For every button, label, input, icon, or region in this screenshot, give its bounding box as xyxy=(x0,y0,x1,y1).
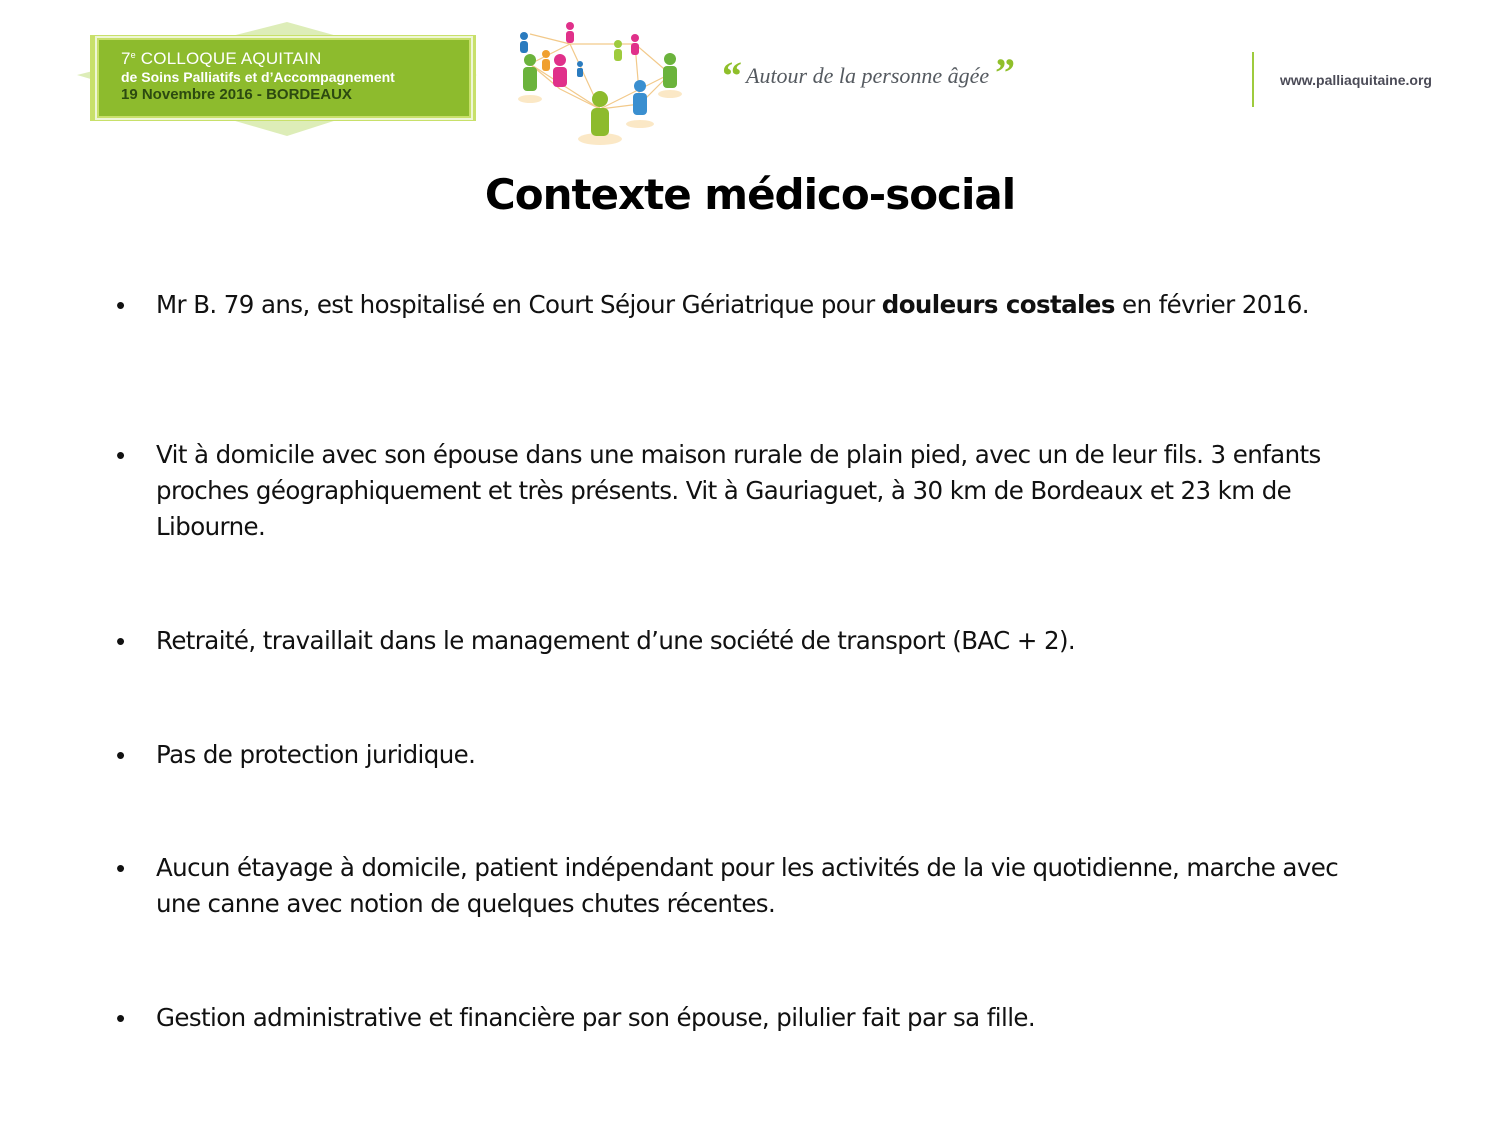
website-link[interactable]: www.palliaquitaine.org xyxy=(1280,72,1432,88)
bullet-text: Retraité, travaillait dans le management d’une société de transport (BAC + 2). xyxy=(156,626,1076,655)
logo-text xyxy=(121,50,471,102)
tagline-text: Autour de la personne âgée xyxy=(746,63,990,88)
bullet-icon: • xyxy=(116,740,126,770)
tagline xyxy=(722,50,1016,98)
logo-title: 7e COLLOQUE AQUITAIN xyxy=(121,49,322,68)
logo-date: 19 Novembre 2016 - BORDEAUX xyxy=(121,86,352,103)
people-network-illustration xyxy=(510,14,710,154)
open-quote-icon: “ xyxy=(722,53,742,98)
bullet-icon: • xyxy=(116,290,126,320)
logo-subtitle: de Soins Palliatifs et d’Accompagnement xyxy=(121,69,395,85)
bullet-text: Aucun étayage à domicile, patient indépendant pour les activités de la vie quotidienne, marche avec une canne avec notion de quelques chutes récentes. xyxy=(156,853,1339,918)
bullet-text: Gestion administrative et financière par son épouse, pilulier fait par sa fille. xyxy=(156,1003,1036,1032)
bullet-text: Vit à domicile avec son épouse dans une maison rurale de plain pied, avec un de leur fils. 3 enfants proches géographiquement et très présents. Vit à Gauriaguet, à 30 km de Bordeaux et 23 km de Libourne. xyxy=(156,440,1321,541)
header-divider xyxy=(1252,52,1254,107)
bullet-text: Mr B. 79 ans, est hospitalisé en Court Séjour Gériatrique pour douleurs costales en février 2016. xyxy=(156,290,1309,319)
bullet-text: Pas de protection juridique. xyxy=(156,740,476,769)
bullet-icon: • xyxy=(116,1003,126,1033)
slide-header xyxy=(0,0,1500,160)
bullet-icon: • xyxy=(116,440,126,470)
colloque-logo xyxy=(72,20,482,138)
slide-title: Contexte médico-social xyxy=(484,170,1016,219)
close-quote-icon: ” xyxy=(995,50,1016,95)
bullet-icon: • xyxy=(116,853,126,883)
bullet-icon: • xyxy=(116,626,126,656)
bullet-emphasis: douleurs costales xyxy=(881,290,1115,319)
